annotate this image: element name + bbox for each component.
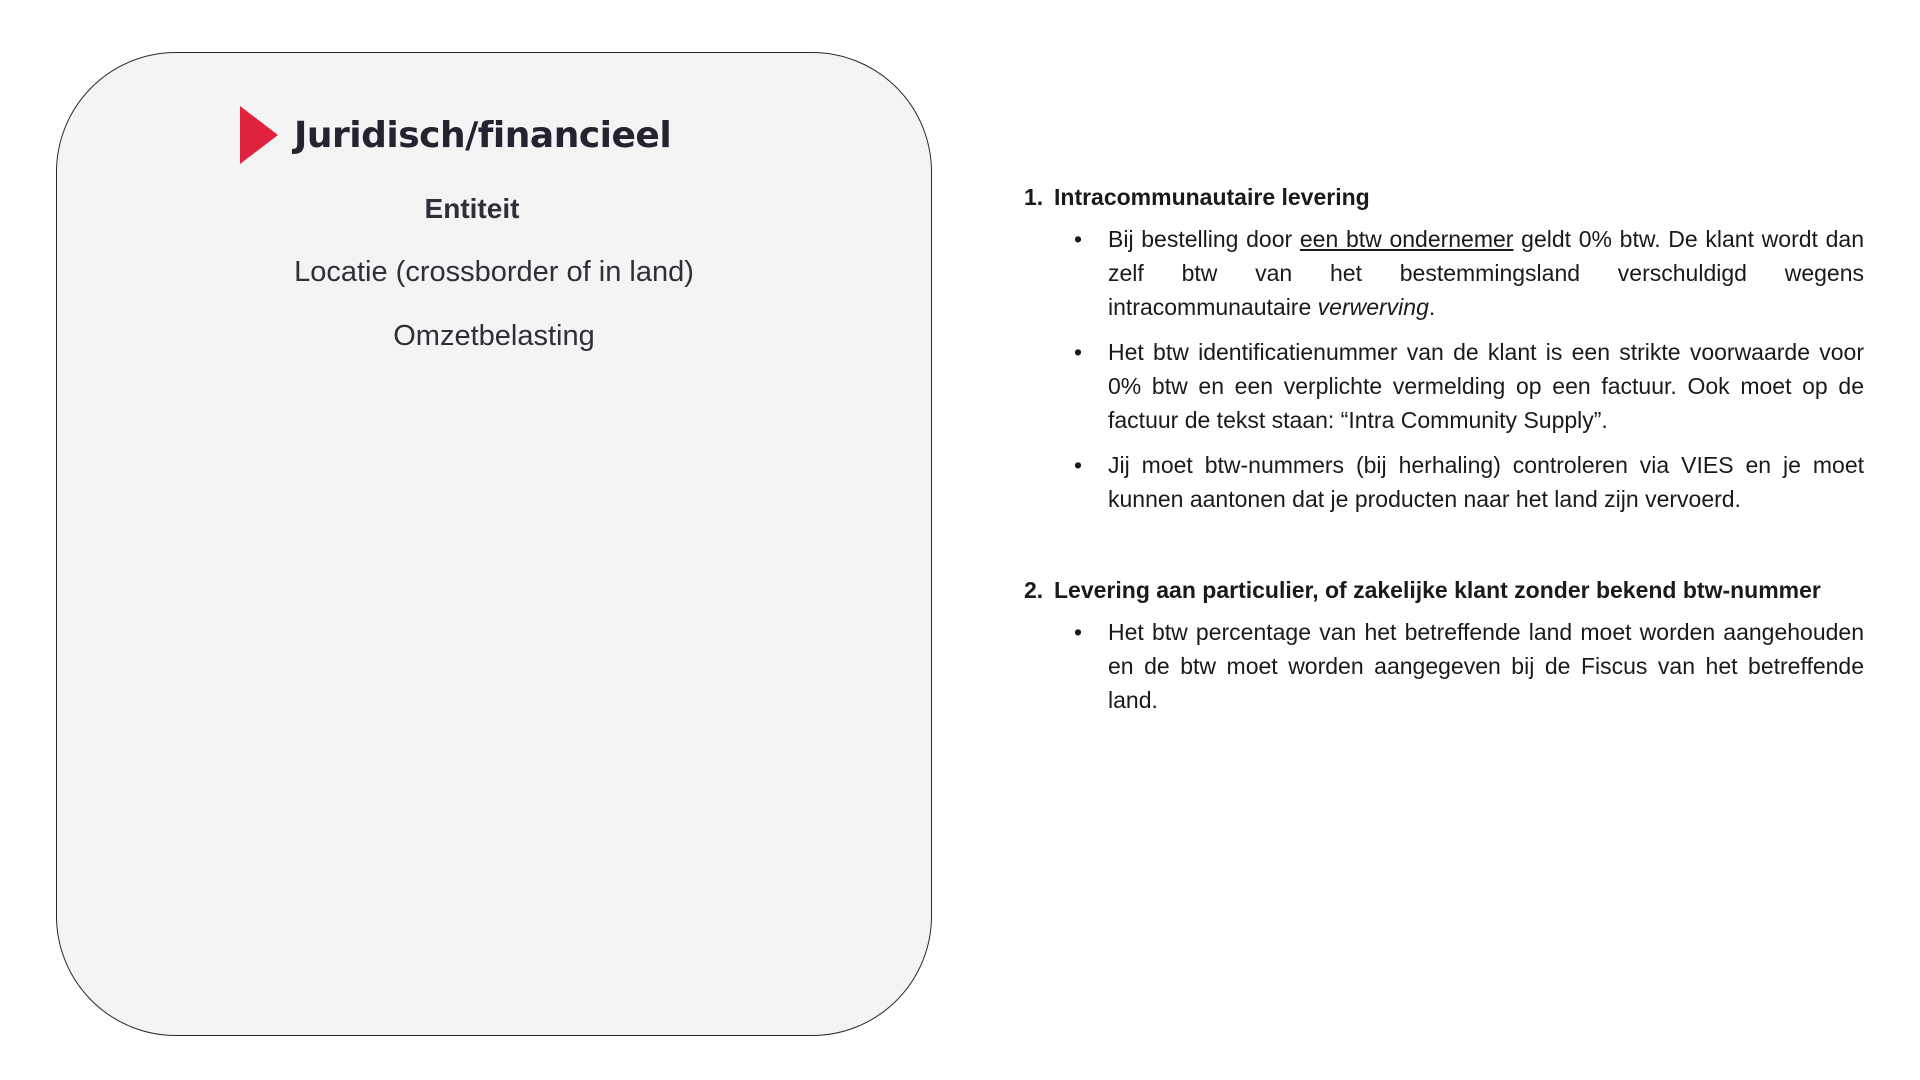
section-title-text: Intracommunautaire levering <box>1054 184 1370 210</box>
bullet-text: Het btw identificatienummer van de klant is een strikte voorwaarde voor 0% btw en een verplichte vermelding op een factuur. Ook moet op de factuur de tekst staan: “Intra Community Supply”. <box>1108 339 1864 433</box>
bullet-icon: • <box>1074 226 1083 252</box>
bullet-icon: • <box>1074 452 1083 478</box>
card-item-entity: Entiteit <box>424 193 520 224</box>
bullet-icon: • <box>1074 619 1083 645</box>
bullet-text-pre: Bij bestelling door <box>1108 226 1300 252</box>
bullet-list <box>1024 615 1864 717</box>
bullet-text: Het btw percentage van het betreffende land moet worden aangehouden en de btw moet worden aangegeven bij de Fiscus van het betreffende land. <box>1108 619 1864 713</box>
bullet-icon: • <box>1074 339 1083 365</box>
bullet-text-mid: geldt 0% btw. De klant wordt dan zelf btw van het bestemmingsland verschuldigd wegens intracommunautaire <box>1108 226 1864 320</box>
list-item <box>1024 222 1864 324</box>
bullet-text-post: . <box>1428 294 1436 320</box>
section-number: 2. <box>1024 577 1044 603</box>
list-item <box>1024 335 1864 437</box>
card-header <box>240 106 671 164</box>
section-spacer <box>1024 527 1864 573</box>
section-number: 1. <box>1024 184 1044 210</box>
card-title: Juridisch/financieel <box>294 114 672 156</box>
bullet-text-italic: verwerving <box>1317 294 1429 320</box>
bullet-text-underline: een btw ondernemer <box>1299 226 1514 252</box>
card-item-tax: Omzetbelasting <box>393 320 595 352</box>
bullet-list <box>1024 222 1864 516</box>
bullet-text: Jij moet btw-nummers (bij herhaling) controleren via VIES en je moet kunnen aantonen dat je producten naar het land zijn vervoerd. <box>1108 452 1864 512</box>
content-panel <box>1024 180 1864 728</box>
list-item <box>1024 448 1864 516</box>
section-title-text: Levering aan particulier, of zakelijke klant zonder bekend btw-nummer <box>1054 577 1821 603</box>
play-triangle-icon <box>240 106 278 164</box>
list-item <box>1024 615 1864 717</box>
card-item-location: Locatie (crossborder of in land) <box>294 256 694 288</box>
section-title <box>1024 573 1864 607</box>
section-title <box>1024 180 1864 214</box>
